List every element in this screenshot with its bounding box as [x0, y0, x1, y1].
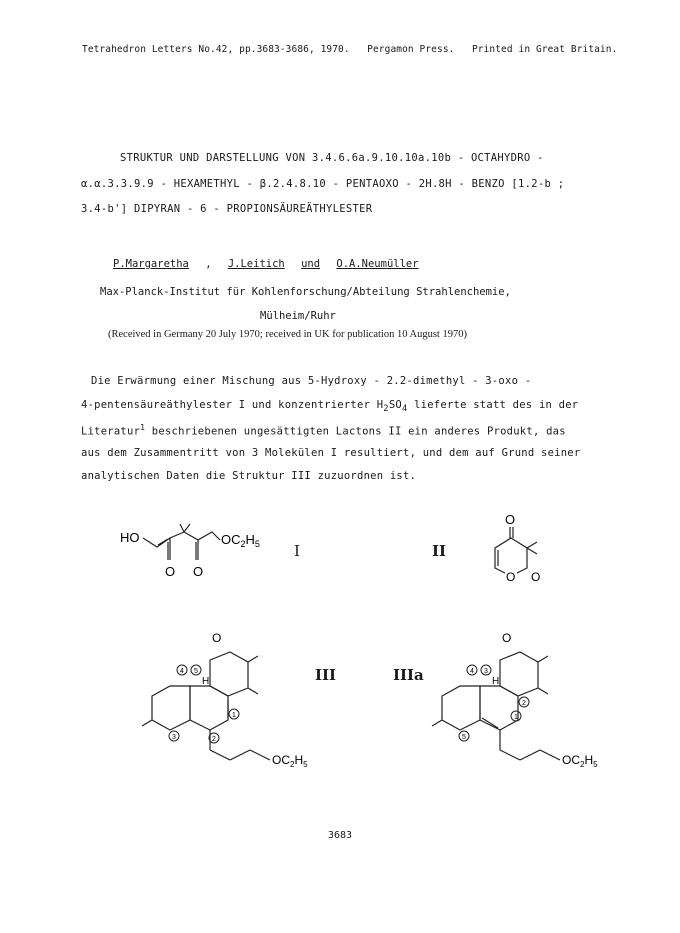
body-line-2 [81, 399, 578, 414]
hydrogen-label: H [492, 676, 500, 687]
body-line-5: analytischen Daten die Struktur III zuzuordnen ist. [81, 470, 417, 482]
position-marker: 5 [462, 734, 466, 741]
oxo-label: O [212, 631, 222, 645]
oxo-label: O [531, 570, 541, 584]
oxo-label: O [165, 564, 176, 579]
title-line-3: 3.4-b'] DIPYRAN - 6 - PROPIONSÄUREÄTHYLESTER [81, 203, 373, 215]
title-line-2: α.α.3.3.9.9 - HEXAMETHYL - β.2.4.8.10 - PENTAOXO - 2H.8H - BENZO [1.2-b ; [81, 178, 565, 190]
ethoxy-label: $OC_2H_5$ [562, 753, 598, 769]
subscript: 4 [401, 404, 408, 415]
publisher: Pergamon Press. [367, 44, 455, 55]
position-marker: 4 [470, 668, 474, 675]
body-line-3 [81, 423, 566, 438]
hydroxy-label: HO [120, 530, 140, 545]
footnote-ref: 1 [140, 423, 146, 432]
structure-II [475, 510, 555, 590]
hydrogen-label: H [202, 676, 210, 687]
position-marker: 2 [212, 736, 216, 743]
body-text: Literatur [81, 425, 141, 438]
position-marker: 4 [180, 668, 184, 675]
position-marker: 3 [484, 668, 488, 675]
running-header [82, 44, 617, 55]
body-line-4: aus dem Zusammentritt von 3 Molekülen I resultiert, und dem auf Grund seiner [81, 447, 581, 459]
label-I: I [294, 542, 300, 560]
received-dates: (Received in Germany 20 July 1970; received in UK for publication 10 August 1970) [108, 329, 467, 340]
structure-I [110, 520, 290, 580]
position-marker: 1 [232, 712, 236, 719]
oxo-label: O [193, 564, 204, 579]
oxo-label: O [502, 631, 512, 645]
body-line-1: Die Erwärmung einer Mischung aus 5-Hydroxy - 2.2-dimethyl - 3-oxo - [91, 375, 532, 387]
page-number: 3683 [328, 830, 353, 841]
ring-oxygen-label: O [506, 570, 516, 584]
ethoxy-label: $OC_2H_5$ [272, 753, 308, 769]
body-text: 4-pentensäureäthylester I und konzentrierter H [81, 399, 384, 411]
label-II: II [432, 542, 447, 560]
label-III: III [315, 666, 337, 684]
author-1: P.Margaretha [113, 258, 189, 270]
position-marker: 3 [172, 734, 176, 741]
author-line [113, 258, 419, 270]
structure-IIIa [420, 630, 600, 785]
position-marker: 2 [522, 700, 526, 707]
author-2: J.Leitich [227, 258, 285, 270]
printed-note: Printed in Great Britain. [471, 44, 618, 55]
subscript: 2 [383, 404, 389, 415]
title-line-1: STRUKTUR UND DARSTELLUNG VON 3.4.6.6a.9.10.10a.10b - OCTAHYDRO - [120, 152, 544, 164]
author-3: O.A.Neumüller [336, 258, 419, 270]
label-IIIa: IIIa [393, 666, 424, 684]
ethoxy-label: $OC_2H_5$ [221, 532, 260, 549]
body-text: lieferte statt des in der [407, 399, 579, 411]
author-separator: , [205, 258, 212, 270]
affiliation-city: Mülheim/Ruhr [260, 310, 336, 322]
body-text: SO [388, 399, 402, 411]
author-and: und [301, 258, 321, 270]
journal-citation: Tetrahedron Letters No.42, pp.3683-3686, 1970. [82, 44, 350, 55]
oxo-label: O [505, 512, 516, 527]
position-marker: 1 [514, 714, 518, 721]
body-text: beschriebenen ungesättigten Lactons II ein anderes Produkt, das [145, 425, 566, 438]
affiliation: Max-Planck-Institut für Kohlenforschung/Abteilung Strahlenchemie, [100, 286, 511, 298]
position-marker: 5 [194, 668, 198, 675]
structure-III [130, 630, 310, 785]
